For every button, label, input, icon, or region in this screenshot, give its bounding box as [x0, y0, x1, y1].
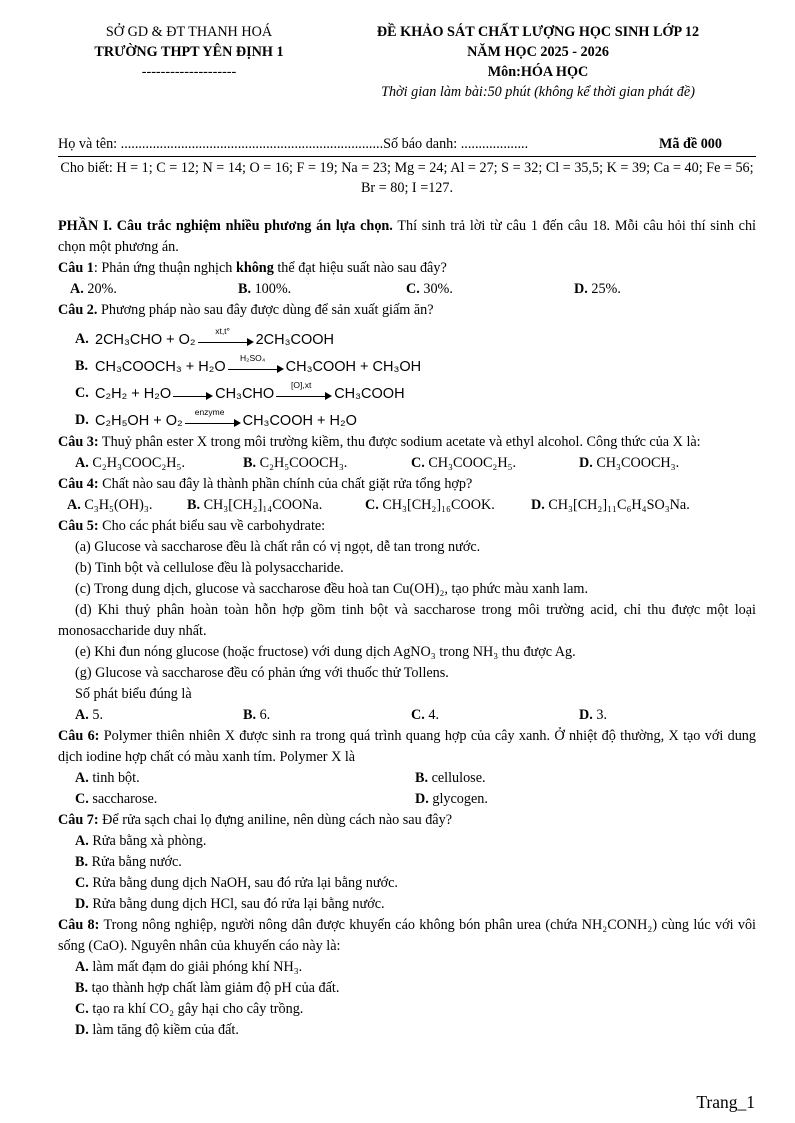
atomic-masses: Cho biết: H = 1; C = 12; N = 14; O = 16; F = 19; Na = 23; Mg = 24; Al = 27; S = 32; Cl = 35,5; K = 39; Ca = 40; Fe = 56; Br = 80; I =127. [60, 160, 754, 196]
reactants: C₂H₅OH + O₂ [95, 413, 183, 429]
option-letter: B. [243, 707, 257, 723]
q5-statement-e: (e) Khi đun nóng glucose (hoặc fructose) với dung dịch AgNO₃ trong NH₃ thu được Ag. [75, 644, 576, 660]
q1-bold: không [235, 260, 274, 276]
option-text: CH₃[CH₂]₁₆COOK. [378, 497, 495, 513]
q4-options [58, 495, 756, 516]
q3-text: Thuỷ phân ester X trong môi trường kiềm, thu được sodium acetate và ethyl alcohol. Công thức của X là: [98, 434, 701, 450]
student-info [58, 136, 756, 153]
option-text: 3. [592, 707, 607, 723]
arrow-condition: enzyme [194, 407, 225, 417]
q6-text: Polymer thiên nhiên X được sinh ra trong quá trình quang hợp của cây xanh. Ở nhiệt độ thường, X tạo với dung dịch iodine hợp chất có màu xanh tím. Polymer X là [58, 728, 756, 765]
q3-option-d[interactable] [579, 453, 747, 474]
page-number: Trang_1 [696, 1092, 755, 1112]
option-letter: C. [75, 385, 89, 401]
q7-option-b[interactable] [58, 852, 756, 873]
products: CH₃COOH + H₂O [242, 413, 357, 429]
q5-statement-b: (b) Tinh bột và cellulose đều là polysaccharide. [75, 560, 344, 576]
q7-option-a[interactable] [58, 831, 756, 852]
exam-title: ĐỀ KHẢO SÁT CHẤT LƯỢNG HỌC SINH LỚP 12 [376, 24, 700, 40]
option-letter: D. [415, 791, 429, 807]
option-letter: C. [75, 791, 89, 807]
option-letter: C. [411, 707, 425, 723]
option-letter: D. [579, 455, 593, 471]
option-text: 25%. [587, 281, 621, 297]
option-text: tinh bột. [88, 770, 140, 786]
option-text: 5. [88, 707, 103, 723]
part1-desc: Thí sinh trả lời từ câu 1 đến câu 18. Mỗi câu hỏi thí sinh chỉ chọn một phương án. [58, 218, 756, 255]
arrow-condition: xt,t° [215, 326, 230, 336]
q3-option-a[interactable] [75, 453, 243, 474]
option-letter: A. [75, 770, 89, 786]
question-1 [58, 258, 756, 279]
arrow-condition: [O],xt [291, 380, 312, 390]
reaction-arrow-icon [198, 326, 254, 348]
option-letter: C. [365, 497, 379, 513]
q6-label: Câu 6: [58, 728, 100, 744]
q1-option-b[interactable] [238, 279, 406, 300]
part1-heading [58, 216, 756, 258]
option-text: saccharose. [88, 791, 158, 807]
q5-option-b[interactable] [243, 705, 411, 726]
option-text: C₂H₃COOC₂H₅. [88, 455, 186, 471]
sbd-field: Số báo danh: ................... [383, 136, 529, 152]
q8-option-b[interactable] [58, 978, 756, 999]
reaction-arrow-icon [173, 390, 213, 402]
option-text: CH₃[CH₂]₁₁C₆H₄SO₃Na. [544, 497, 690, 513]
option-letter: D. [75, 1022, 89, 1038]
q3-option-c[interactable] [411, 453, 579, 474]
option-text: làm tăng độ kiềm của đất. [88, 1022, 239, 1038]
q1-option-a[interactable] [70, 279, 238, 300]
q6-option-a[interactable] [75, 768, 415, 789]
name-field: Họ và tên: .......................................................................... [58, 136, 384, 152]
q6-option-d[interactable] [415, 789, 755, 810]
option-text: 20%. [83, 281, 117, 297]
q4-option-b[interactable] [187, 495, 365, 516]
q6-option-c[interactable] [75, 789, 415, 810]
question-7 [58, 810, 756, 831]
q5-option-d[interactable] [579, 705, 747, 726]
option-text: CH₃[CH₂]₁₄COONa. [200, 497, 323, 513]
option-letter: B. [415, 770, 429, 786]
header-left [58, 22, 320, 82]
q6-options [58, 768, 756, 810]
option-letter: D. [579, 707, 593, 723]
q3-option-b[interactable] [243, 453, 411, 474]
option-letter: B. [75, 358, 89, 374]
q2-option-a[interactable] [58, 323, 756, 348]
q4-option-a[interactable] [67, 495, 187, 516]
q4-text: Chất nào sau đây là thành phần chính của chất giặt rửa tổng hợp? [98, 476, 473, 492]
q1-options [58, 279, 756, 300]
q4-label: Câu 4: [58, 476, 99, 492]
question-5 [58, 516, 756, 537]
q5-options [58, 705, 756, 726]
q5-option-a[interactable] [75, 705, 243, 726]
q1-text: : Phản ứng thuận nghịch [93, 260, 236, 276]
option-text: tạo ra khí CO₂ gây hại cho cây trồng. [88, 1001, 304, 1017]
reaction-arrow-icon [228, 353, 284, 375]
option-letter: A. [75, 959, 89, 975]
subject: Môn:HÓA HỌC [487, 64, 589, 80]
option-text: glycogen. [428, 791, 488, 807]
q5-label: Câu 5: [58, 518, 99, 534]
q5-statement-d: (d) Khi thuỷ phân hoàn toàn hỗn hợp gồm tinh bột và saccharose trong môi trường acid, chỉ thu được một loại monosaccharide duy nhất. [58, 602, 756, 639]
q5-text: Cho các phát biểu sau về carbohydrate: [98, 518, 326, 534]
q1-text-end: thể đạt hiệu suất nào sau đây? [273, 260, 447, 276]
dept-name: SỞ GD & ĐT THANH HOÁ [105, 24, 273, 40]
q6-option-b[interactable] [415, 768, 755, 789]
q1-option-c[interactable] [406, 279, 574, 300]
option-text: Rửa bằng dung dịch HCl, sau đó rửa lại bằng nước. [88, 896, 385, 912]
option-text: 6. [256, 707, 271, 723]
reactants: C₂H₂ + H₂O [95, 386, 172, 402]
option-text: Rửa bằng xà phòng. [88, 833, 207, 849]
question-3 [58, 432, 756, 453]
q4-option-c[interactable] [365, 495, 531, 516]
q8-option-c[interactable] [58, 999, 756, 1020]
option-text: CH₃COOCH₃. [592, 455, 680, 471]
exam-page [58, 22, 756, 1041]
q8-option-a[interactable] [58, 957, 756, 978]
q2-label: Câu 2. [58, 302, 98, 318]
q2-option-d[interactable] [58, 404, 756, 429]
option-letter: B. [75, 980, 89, 996]
option-letter: A. [70, 281, 84, 297]
option-letter: D. [531, 497, 545, 513]
products: CH₃COOH [334, 386, 405, 402]
q8-label: Câu 8: [58, 917, 100, 933]
q5-option-c[interactable] [411, 705, 579, 726]
q1-label: Câu 1 [58, 260, 94, 276]
option-letter: A. [67, 497, 81, 513]
option-text: C₂H₅COOCH₃. [256, 455, 348, 471]
option-text: CH₃COOC₂H₅. [424, 455, 517, 471]
q5-statement-g: (g) Glucose và saccharose đều có phản ứng với thuốc thử Tollens. [75, 665, 449, 681]
school-year: NĂM HỌC 2025 - 2026 [467, 44, 609, 60]
question-4 [58, 474, 756, 495]
q7-label: Câu 7: [58, 812, 99, 828]
reactants: CH₃COOCH₃ + H₂O [95, 359, 226, 375]
option-letter: A. [75, 455, 89, 471]
option-letter: B. [243, 455, 257, 471]
q7-option-c[interactable] [58, 873, 756, 894]
part1-title: PHẦN I. Câu trắc nghiệm nhiều phương án lựa chọn. [58, 218, 393, 234]
q7-option-d[interactable] [58, 894, 756, 915]
arrow-condition: H₂SO₄ [240, 353, 266, 363]
option-letter: A. [75, 707, 89, 723]
intermediate: CH₃CHO [215, 386, 275, 402]
header-right [320, 22, 756, 102]
option-letter: A. [75, 331, 89, 347]
q5-ask: Số phát biểu đúng là [75, 686, 192, 702]
reaction-arrow-icon [185, 407, 241, 429]
option-letter: B. [75, 854, 89, 870]
q2-option-c[interactable] [58, 377, 756, 402]
option-letter: D. [75, 412, 89, 428]
option-letter: C. [75, 1001, 89, 1017]
exam-header [58, 22, 756, 106]
duration: Thời gian làm bài:50 phút (không kể thời gian phát đề) [381, 84, 695, 100]
option-text: Rửa bằng dung dịch NaOH, sau đó rửa lại bằng nước. [88, 875, 398, 891]
option-text: Rửa bằng nước. [88, 854, 182, 870]
exam-code: Mã đề 000 [658, 136, 722, 152]
option-text: tạo thành hợp chất làm giảm độ pH của đất. [88, 980, 340, 996]
option-letter: D. [75, 896, 89, 912]
option-text: làm mất đạm do giải phóng khí NH₃. [88, 959, 303, 975]
q4-option-d[interactable] [531, 495, 690, 516]
option-letter: A. [75, 833, 89, 849]
q8-option-d[interactable] [58, 1020, 756, 1041]
option-letter: B. [238, 281, 252, 297]
option-letter: C. [411, 455, 425, 471]
school-name: TRƯỜNG THPT YÊN ĐỊNH 1 [94, 44, 284, 60]
option-text: 30%. [419, 281, 453, 297]
header-dashes: -------------------- [141, 64, 237, 80]
q5-statement-a: (a) Glucose và saccharose đều là chất rắn có vị ngọt, dễ tan trong nước. [75, 539, 481, 555]
q1-option-d[interactable] [574, 279, 742, 300]
q2-text: Phương pháp nào sau đây được dùng để sản xuất giấm ăn? [97, 302, 434, 318]
q5-statement-c: (c) Trong dung dịch, glucose và saccharose đều hoà tan Cu(OH)₂, tạo phức màu xanh lam. [75, 581, 589, 597]
reaction-arrow-icon [276, 380, 332, 402]
option-letter: C. [406, 281, 420, 297]
option-text: cellulose. [428, 770, 486, 786]
option-letter: D. [574, 281, 588, 297]
products: CH₃COOH + CH₃OH [285, 359, 422, 375]
option-letter: C. [75, 875, 89, 891]
question-2 [58, 300, 756, 321]
q2-option-b[interactable] [58, 350, 756, 375]
reactants: 2CH₃CHO + O₂ [95, 332, 196, 348]
q3-options [58, 453, 756, 474]
question-8 [58, 915, 756, 957]
q3-label: Câu 3: [58, 434, 99, 450]
divider [58, 156, 756, 157]
products: 2CH₃COOH [255, 332, 334, 348]
option-text: C₃H₅(OH)₃. [80, 497, 153, 513]
option-text: 100%. [251, 281, 292, 297]
option-letter: B. [187, 497, 201, 513]
option-text: 4. [424, 707, 439, 723]
q7-text: Để rửa sạch chai lọ đựng aniline, nên dùng cách nào sau đây? [98, 812, 452, 828]
q8-text: Trong nông nghiệp, người nông dân được khuyến cáo không bón phân urea (chứa NH₂CONH₂) cùng lúc với vôi sống (CaO). Nguyên nhân của khuyến cáo này là: [58, 917, 756, 954]
question-6 [58, 726, 756, 768]
